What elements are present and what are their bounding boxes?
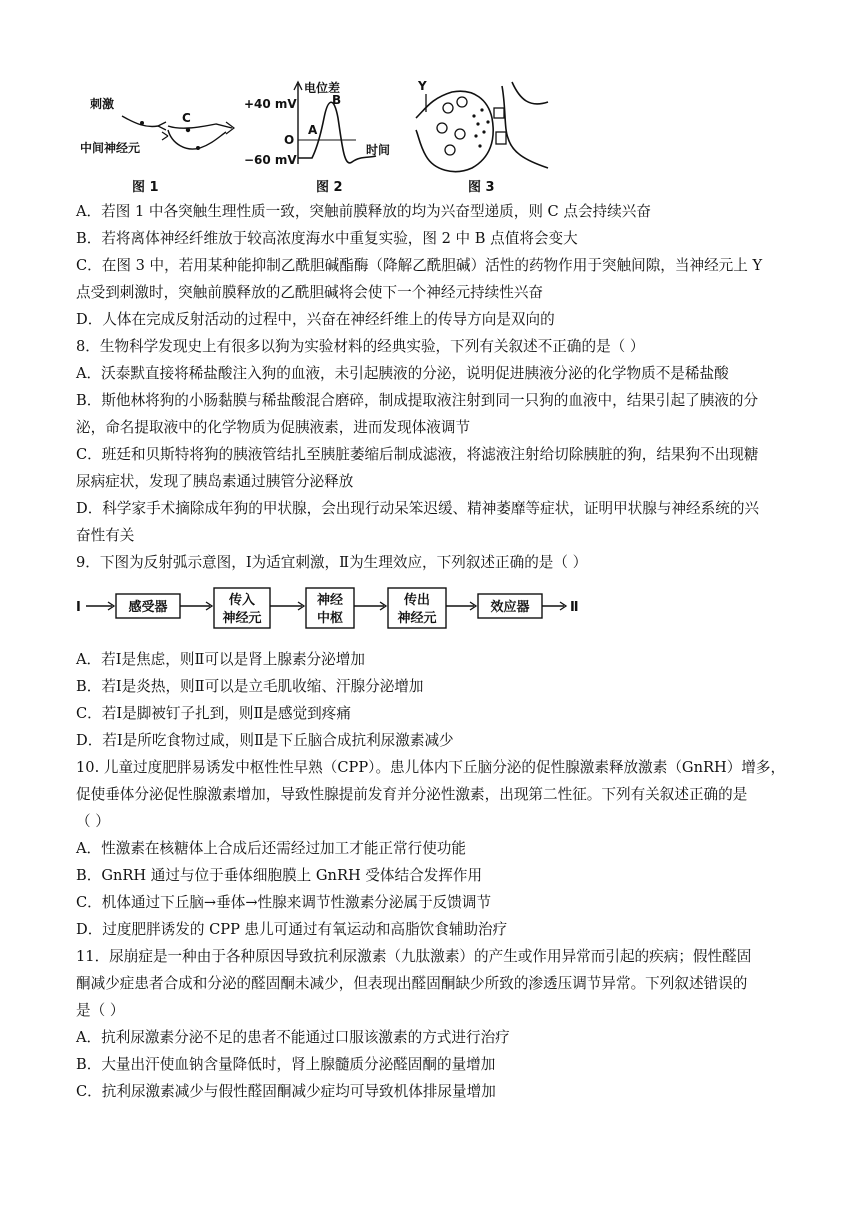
q9-option-b: B．若Ⅰ是炎热，则Ⅱ可以是立毛肌收缩、汗腺分泌增加 [76,678,424,695]
fig2-xlabel: 时间 [366,143,391,157]
flow-box-5: 效应器 [490,600,530,615]
fig1-neuron-label: 中间神经元 [80,141,141,155]
reflex-arc-svg [76,584,636,644]
q9-option-c: C．若Ⅰ是脚被钉子扎到，则Ⅱ是感觉到疼痛 [76,705,351,722]
q7-option-b: B．若将离体神经纤维放于较高浓度海水中重复实验，图 2 中 B 点值将会变大 [76,230,578,247]
q11-stem-line-2: 酮减少症患者合成和分泌的醛固酮未减少，但表现出醛固酮缺少所致的渗透压调节异常。下列叙述错误的 [76,975,748,992]
q11-option-b: B．大量出汗使血钠含量降低时，肾上腺髓质分泌醛固酮的量增加 [76,1056,496,1073]
flow-box-4-l2: 神经元 [397,611,437,626]
q8-option-d-cont: 奋性有关 [76,527,135,544]
fig2-ylabel: 电位差 [304,81,341,95]
q9-option-a: A．若Ⅰ是焦虑，则Ⅱ可以是肾上腺素分泌增加 [76,651,365,668]
flow-box-2-l1: 传入 [228,593,256,608]
q8-option-b-cont: 泌，命名提取液中的化学物质为促胰液素，进而发现体液调节 [76,419,471,436]
q8-stem: 8．生物科学发现史上有很多以狗为实验材料的经典实验，下列有关叙述不正确的是（ ） [76,338,645,355]
q10-stem-line-1: 10. 儿童过度肥胖易诱发中枢性性早熟（CPP）。患儿体内下丘脑分泌的促性腺激素释放激素（GnRH）增多， [76,759,786,776]
q7-option-c-cont: 点受到刺激时，突触前膜释放的乙酰胆碱将会使下一个神经元持续性兴奋 [76,284,544,301]
fig2-origin: O [284,133,295,147]
fig2-y-top: +40 mV [244,97,297,111]
q11-stem-line-3: 是（ ） [76,1002,125,1019]
figure-1-caption: 图 1 [132,180,159,195]
reflex-arc-diagram [76,584,636,644]
q8-option-b: B．斯他林将狗的小肠黏膜与稀盐酸混合磨碎，制成提取液注射到同一只狗的血液中，结果引起了胰液的分 [76,392,759,409]
q10-stem-line-2: 促使垂体分泌促性腺激素增加，导致性腺提前发育并分泌性激素，出现第二性征。下列有关叙述正确的是 [76,786,748,803]
figure-2-caption: 图 2 [316,180,343,195]
q8-option-c: C．班廷和贝斯特将狗的胰液管结扎至胰脏萎缩后制成滤液，将滤液注射给切除胰脏的狗，结果狗不出现糖 [76,446,759,463]
q7-option-a: A．若图 1 中各突触生理性质一致，突触前膜释放的均为兴奋型递质，则 C 点会持续兴奋 [76,203,651,220]
q11-option-a: A．抗利尿激素分泌不足的患者不能通过口服该激素的方式进行治疗 [76,1029,510,1046]
flow-start: Ⅰ [76,600,81,615]
figure-3 [412,78,552,196]
fig2-y-bottom: −60 mV [244,153,297,167]
q8-option-a: A．沃泰默直接将稀盐酸注入狗的血液，未引起胰液的分泌，说明促进胰液分泌的化学物质不是稀盐酸 [76,365,729,382]
flow-box-3-l2: 中枢 [316,611,344,626]
q10-option-b: B．GnRH 通过与位于垂体细胞膜上 GnRH 受体结合发挥作用 [76,867,483,884]
q11-option-c: C．抗利尿激素减少与假性醛固酮减少症均可导致机体排尿量增加 [76,1083,496,1100]
q9-stem: 9．下图为反射弧示意图，Ⅰ为适宜刺激，Ⅱ为生理效应，下列叙述正确的是（ ） [76,554,588,571]
figure-3-caption: 图 3 [468,180,495,195]
q10-option-d: D．过度肥胖诱发的 CPP 患儿可通过有氧运动和高脂饮食辅助治疗 [76,921,508,938]
q8-option-d: D．科学家手术摘除成年狗的甲状腺，会出现行动呆笨迟缓、精神萎靡等症状，证明甲状腺与神经系统的兴 [76,500,760,517]
q11-stem-line-1: 11．尿崩症是一种由于各种原因导致抗利尿激素（九肽激素）的产生或作用异常而引起的疾病；假性醛固 [76,948,752,965]
figure-1 [76,78,236,196]
flow-box-3-l1: 神经 [316,593,344,608]
q7-option-d: D．人体在完成反射活动的过程中，兴奋在神经纤维上的传导方向是双向的 [76,311,555,328]
flow-box-1: 感受器 [128,600,168,615]
q7-option-c: C．在图 3 中，若用某种能抑制乙酰胆碱酯酶（降解乙酰胆碱）活性的药物作用于突触间隙，当神经元上 Y [76,257,763,274]
fig2-point-a: A [308,123,318,137]
flow-box-2-l2: 神经元 [222,611,262,626]
flow-box-4-l1: 传出 [403,593,431,608]
figure-2 [244,78,404,196]
q10-stem-line-3: （ ） [76,813,110,830]
figure-row [76,78,576,196]
q10-option-c: C．机体通过下丘脑→垂体→性腺来调节性激素分泌属于反馈调节 [76,894,492,911]
flow-end: Ⅱ [570,600,579,615]
fig1-point-c: C [182,111,191,125]
q9-option-d: D．若Ⅰ是所吃食物过咸，则Ⅱ是下丘脑合成抗利尿激素减少 [76,732,454,749]
fig3-point-y: Y [418,79,427,93]
q8-option-c-cont: 尿病症状，发现了胰岛素通过胰管分泌释放 [76,473,354,490]
fig1-stim-label: 刺激 [90,97,115,111]
fig2-point-b: B [332,93,342,107]
q10-option-a: A．性激素在核糖体上合成后还需经过加工才能正常行使功能 [76,840,466,857]
